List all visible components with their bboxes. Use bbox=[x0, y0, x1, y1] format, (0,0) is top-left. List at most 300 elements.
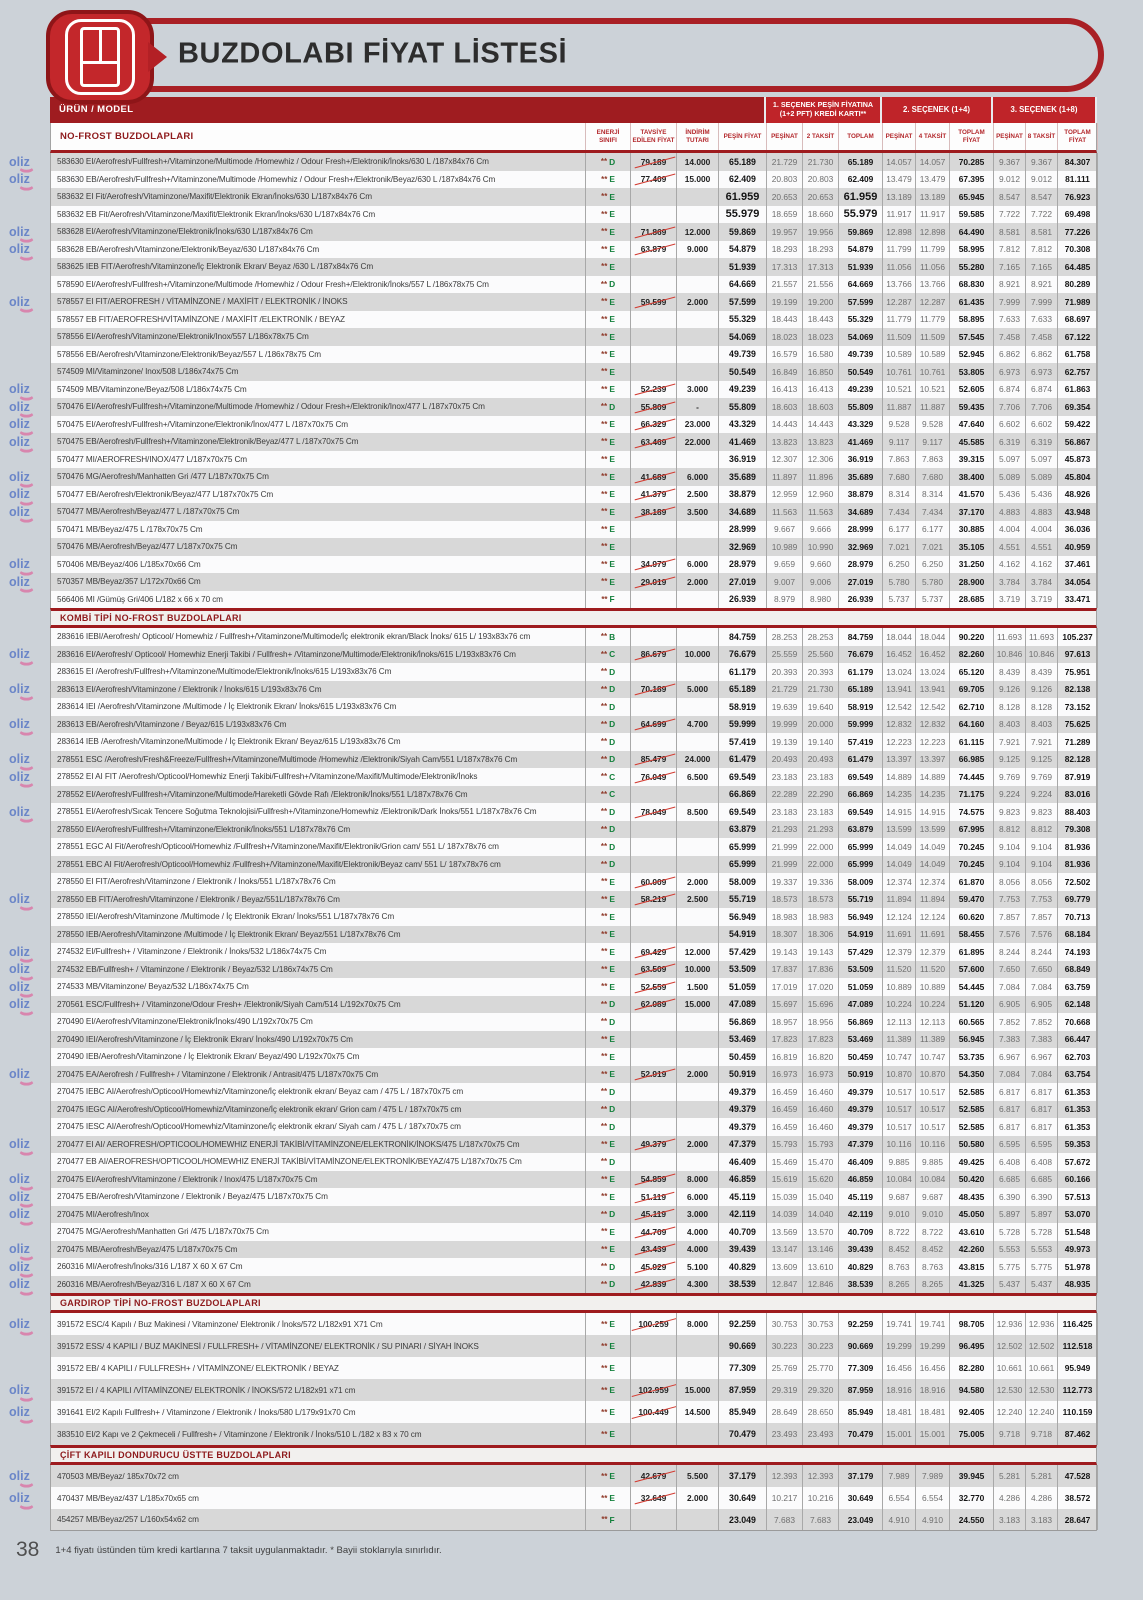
price-cell: 63.879 bbox=[839, 821, 883, 839]
recommended-price-cell bbox=[631, 628, 677, 646]
product-name: 270475 EB/Aerofresh/Vitaminzone / Elektronik / Beyaz/475 L/187x70x75 Cm bbox=[51, 1188, 586, 1206]
energy-class-cell bbox=[586, 416, 631, 434]
oliz-logo: oliz bbox=[9, 752, 30, 766]
price-cell: 9.117 bbox=[916, 433, 950, 451]
price-cell: 7.084 bbox=[994, 1066, 1026, 1084]
energy-letter: E bbox=[609, 1385, 615, 1395]
price-cell: 28.900 bbox=[950, 573, 994, 591]
table-row bbox=[9, 978, 1097, 996]
price-cell: 14.039 bbox=[767, 1206, 803, 1224]
price-cell: 23.183 bbox=[767, 768, 803, 786]
discount-amount-cell: 12.000 bbox=[677, 223, 719, 241]
price-cell: 9.126 bbox=[1026, 681, 1058, 699]
price-cell: 18.659 bbox=[767, 206, 803, 224]
discount-amount-cell bbox=[677, 363, 719, 381]
discount-amount-cell: 2.000 bbox=[677, 1066, 719, 1084]
table-row bbox=[9, 646, 1097, 664]
table-row bbox=[9, 1188, 1097, 1206]
price-cell: 53.509 bbox=[839, 961, 883, 979]
recommended-price-cell bbox=[631, 926, 677, 944]
energy-letter: E bbox=[609, 524, 615, 535]
price-cell: 7.458 bbox=[1026, 328, 1058, 346]
price-cell: 26.939 bbox=[839, 591, 883, 609]
price-cell: 8.403 bbox=[994, 716, 1026, 734]
energy-class-cell bbox=[586, 1171, 631, 1189]
energy-class-cell bbox=[586, 591, 631, 609]
table-row bbox=[50, 908, 1097, 926]
product-name: 570471 MB/Beyaz/475 L /178x70x75 Cm bbox=[51, 521, 586, 539]
price-cell: 49.379 bbox=[839, 1101, 883, 1119]
price-cell: 90.220 bbox=[950, 628, 994, 646]
cash-price-cell: 51.059 bbox=[719, 978, 767, 996]
energy-stars: ** bbox=[601, 1319, 608, 1329]
price-cell: 18.443 bbox=[767, 311, 803, 329]
oliz-logo: oliz bbox=[9, 1137, 30, 1151]
price-cell: 81.936 bbox=[1058, 856, 1098, 874]
energy-letter: D bbox=[609, 156, 616, 167]
price-cell: 70.245 bbox=[950, 856, 994, 874]
price-cell: 17.019 bbox=[767, 978, 803, 996]
struck-price: 58.219 bbox=[640, 894, 667, 905]
cash-price-cell: 49.239 bbox=[719, 381, 767, 399]
price-cell: 64.490 bbox=[950, 223, 994, 241]
energy-stars: ** bbox=[600, 667, 608, 677]
price-cell: 61.479 bbox=[839, 751, 883, 769]
energy-letter: E bbox=[609, 946, 615, 957]
price-cell: 64.160 bbox=[950, 716, 994, 734]
recommended-price-cell bbox=[631, 1066, 677, 1084]
cash-price-cell: 70.479 bbox=[719, 1423, 767, 1445]
price-cell: 50.580 bbox=[950, 1136, 994, 1154]
price-cell: 16.579 bbox=[767, 346, 803, 364]
price-cell: 3.719 bbox=[994, 591, 1026, 609]
energy-stars: ** bbox=[600, 1087, 608, 1097]
cash-price-cell: 42.119 bbox=[719, 1206, 767, 1224]
discount-amount-cell bbox=[677, 856, 719, 874]
discount-amount-cell: 8.000 bbox=[677, 1313, 719, 1335]
price-cell: 19.200 bbox=[803, 293, 839, 311]
energy-class-cell bbox=[586, 556, 631, 574]
price-cell: 19.299 bbox=[916, 1335, 950, 1357]
price-cell: 70.479 bbox=[839, 1423, 883, 1445]
energy-stars: ** bbox=[601, 894, 608, 904]
energy-class-cell bbox=[586, 1465, 631, 1487]
cash-price-cell: 62.409 bbox=[719, 171, 767, 189]
price-cell: 10.521 bbox=[916, 381, 950, 399]
price-cell: 12.959 bbox=[767, 486, 803, 504]
cash-price-cell: 57.429 bbox=[719, 943, 767, 961]
price-cell: 38.539 bbox=[839, 1276, 883, 1294]
recommended-price-cell bbox=[631, 1083, 677, 1101]
price-cell: 6.319 bbox=[994, 433, 1026, 451]
price-cell: 16.452 bbox=[883, 646, 916, 664]
energy-letter: E bbox=[609, 454, 615, 465]
table-row bbox=[9, 398, 1097, 416]
price-cell: 8.581 bbox=[994, 223, 1026, 241]
price-cell: 70.668 bbox=[1058, 1013, 1098, 1031]
price-cell: 50.459 bbox=[839, 1048, 883, 1066]
discount-amount-cell bbox=[677, 1101, 719, 1119]
cash-price-cell: 28.979 bbox=[719, 556, 767, 574]
energy-class-cell bbox=[586, 1335, 631, 1357]
cash-price-cell: 61.479 bbox=[719, 751, 767, 769]
energy-class-cell bbox=[586, 311, 631, 329]
price-cell: 3.719 bbox=[1026, 591, 1058, 609]
cash-price-cell: 55.719 bbox=[719, 891, 767, 909]
price-cell: 33.471 bbox=[1058, 591, 1098, 609]
price-cell: 10.589 bbox=[883, 346, 916, 364]
energy-class-cell bbox=[586, 821, 631, 839]
price-cell: 13.397 bbox=[883, 751, 916, 769]
price-cell: 3.183 bbox=[1026, 1509, 1058, 1530]
price-cell: 30.649 bbox=[839, 1487, 883, 1509]
price-cell: 13.599 bbox=[916, 821, 950, 839]
energy-class-cell bbox=[586, 1401, 631, 1423]
column-header: TAVSİYE EDİLEN FİYAT bbox=[631, 123, 677, 150]
price-cell: 6.817 bbox=[1026, 1118, 1058, 1136]
price-cell: 9.010 bbox=[916, 1206, 950, 1224]
oliz-logo: oliz bbox=[9, 1490, 30, 1505]
recommended-price-cell bbox=[631, 978, 677, 996]
price-cell: 9.885 bbox=[883, 1153, 916, 1171]
price-cell: 13.189 bbox=[883, 188, 916, 206]
discount-amount-cell: 6.500 bbox=[677, 768, 719, 786]
price-cell: 54.069 bbox=[839, 328, 883, 346]
cash-price-cell: 38.879 bbox=[719, 486, 767, 504]
energy-class-cell bbox=[586, 293, 631, 311]
price-cell: 60.166 bbox=[1058, 1171, 1098, 1189]
price-cell: 58.895 bbox=[950, 311, 994, 329]
table-row bbox=[50, 698, 1097, 716]
energy-class-cell bbox=[586, 1118, 631, 1136]
product-name: 278550 EI/Aerofresh/Fullfresh+/Vitaminzone/Elektronik/İnoks/551 L/187x78x76 Cm bbox=[51, 821, 586, 839]
price-cell: 10.517 bbox=[883, 1118, 916, 1136]
price-cell: 35.689 bbox=[839, 468, 883, 486]
price-cell: 64.485 bbox=[1058, 258, 1098, 276]
price-cell: 9.823 bbox=[994, 803, 1026, 821]
recommended-price-cell bbox=[631, 891, 677, 909]
energy-letter: E bbox=[609, 1319, 615, 1329]
column-group-urun-model: ÜRÜN / MODEL bbox=[50, 97, 766, 123]
energy-letter: E bbox=[609, 436, 615, 447]
oliz-logo: oliz bbox=[9, 242, 30, 256]
price-cell: 15.001 bbox=[883, 1423, 916, 1445]
discount-amount-cell bbox=[677, 206, 719, 224]
price-cell: 10.116 bbox=[916, 1136, 950, 1154]
cash-price-cell: 56.869 bbox=[719, 1013, 767, 1031]
price-cell: 51.939 bbox=[839, 258, 883, 276]
price-cell: 67.122 bbox=[1058, 328, 1098, 346]
energy-stars: ** bbox=[600, 279, 608, 289]
price-cell: 62.757 bbox=[1058, 363, 1098, 381]
energy-class-cell bbox=[586, 873, 631, 891]
price-cell: 10.517 bbox=[916, 1118, 950, 1136]
price-cell: 5.728 bbox=[994, 1223, 1026, 1241]
oliz-logo: oliz bbox=[9, 224, 30, 239]
price-cell: 28.253 bbox=[767, 628, 803, 646]
energy-letter: E bbox=[609, 541, 615, 552]
energy-class-cell bbox=[586, 503, 631, 521]
energy-class-cell bbox=[586, 1241, 631, 1259]
struck-price: 85.479 bbox=[640, 754, 667, 765]
energy-class-cell bbox=[586, 943, 631, 961]
price-cell: 4.883 bbox=[1026, 503, 1058, 521]
price-cell: 70.245 bbox=[950, 838, 994, 856]
price-cell: 14.235 bbox=[883, 786, 916, 804]
energy-letter: E bbox=[609, 366, 615, 377]
price-cell: 20.653 bbox=[767, 188, 803, 206]
energy-letter: E bbox=[609, 489, 615, 500]
table-row bbox=[9, 433, 1097, 451]
price-cell: 21.730 bbox=[803, 153, 839, 171]
energy-class-cell bbox=[586, 206, 631, 224]
recommended-price-cell bbox=[631, 1401, 677, 1423]
price-cell: 9.012 bbox=[994, 171, 1026, 189]
price-cell: 12.287 bbox=[916, 293, 950, 311]
price-cell: 14.057 bbox=[883, 153, 916, 171]
price-cell: 12.379 bbox=[883, 943, 916, 961]
discount-amount-cell bbox=[677, 698, 719, 716]
recommended-price-cell bbox=[631, 698, 677, 716]
table-row bbox=[50, 1013, 1097, 1031]
energy-class-cell bbox=[586, 258, 631, 276]
price-cell: 65.945 bbox=[950, 188, 994, 206]
energy-stars: ** bbox=[601, 174, 608, 184]
energy-class-cell bbox=[586, 1423, 631, 1445]
price-cell: 13.766 bbox=[883, 276, 916, 294]
price-cell: 16.459 bbox=[767, 1118, 803, 1136]
price-cell: 54.350 bbox=[950, 1066, 994, 1084]
price-cell: 8.921 bbox=[1026, 276, 1058, 294]
recommended-price-cell bbox=[631, 381, 677, 399]
price-cell: 14.057 bbox=[916, 153, 950, 171]
price-cell: 9.104 bbox=[994, 856, 1026, 874]
table-row bbox=[50, 258, 1097, 276]
price-cell: 7.683 bbox=[803, 1509, 839, 1530]
discount-amount-cell: 9.000 bbox=[677, 241, 719, 259]
price-cell: 9.659 bbox=[767, 556, 803, 574]
energy-stars: ** bbox=[601, 1174, 608, 1184]
cash-price-cell: 45.119 bbox=[719, 1188, 767, 1206]
page-number: 38 bbox=[16, 1538, 40, 1561]
price-cell: 8.547 bbox=[994, 188, 1026, 206]
discount-amount-cell: 6.000 bbox=[677, 556, 719, 574]
price-cell: 40.829 bbox=[839, 1258, 883, 1276]
product-name: 583630 EI/Aerofresh/Fullfresh+/Vitaminzone/Multimode /Homewhiz / Odour Fresh+/Elektronik/İnoks/630 L /187x84x76 Cm bbox=[51, 153, 586, 171]
price-cell: 19.336 bbox=[803, 873, 839, 891]
table-row bbox=[9, 153, 1097, 171]
product-name: 570357 MB/Beyaz/357 L/172x70x66 Cm bbox=[51, 573, 586, 591]
energy-stars: ** bbox=[601, 912, 608, 922]
recommended-price-cell bbox=[631, 363, 677, 381]
price-cell: 9.104 bbox=[994, 838, 1026, 856]
price-cell: 10.661 bbox=[1026, 1357, 1058, 1379]
product-name: 270477 EB AI/AEROFRESH/OPTICOOL/HOMEWHIZ ENERJİ TAKİBİ/VİTAMİNZONE/ELEKTRONİK/BEYAZ/475 L/187x70x75 Cm bbox=[51, 1153, 586, 1171]
price-cell: 43.815 bbox=[950, 1258, 994, 1276]
price-cell: 48.435 bbox=[950, 1188, 994, 1206]
energy-letter: C bbox=[609, 771, 616, 782]
oliz-logo: oliz bbox=[9, 1207, 30, 1221]
discount-amount-cell bbox=[677, 1118, 719, 1136]
energy-stars: ** bbox=[601, 1341, 608, 1351]
energy-letter: E bbox=[609, 1051, 615, 1062]
price-cell: 16.820 bbox=[803, 1048, 839, 1066]
section-title: NO-FROST BUZDOLAPLARI bbox=[51, 123, 586, 150]
price-cell: 79.308 bbox=[1058, 821, 1098, 839]
price-cell: 7.165 bbox=[994, 258, 1026, 276]
price-cell: 112.773 bbox=[1058, 1379, 1098, 1401]
price-cell: 4.162 bbox=[1026, 556, 1058, 574]
price-cell: 12.223 bbox=[883, 733, 916, 751]
price-cell: 14.915 bbox=[916, 803, 950, 821]
price-cell: 7.857 bbox=[1026, 908, 1058, 926]
price-cell: 6.817 bbox=[994, 1083, 1026, 1101]
product-name: 270475 IEGC AI/Aerofresh/Opticool/Homewhiz/Vitaminzone/İç elektronik ekran/ Grion cam / 475 L / 187x70x75 cm bbox=[51, 1101, 586, 1119]
price-cell: 8.763 bbox=[916, 1258, 950, 1276]
price-cell: 55.280 bbox=[950, 258, 994, 276]
energy-letter: E bbox=[609, 261, 615, 272]
discount-amount-cell bbox=[677, 521, 719, 539]
energy-letter: E bbox=[609, 296, 615, 307]
table-row bbox=[9, 293, 1097, 311]
price-cell: 11.887 bbox=[883, 398, 916, 416]
price-cell: 48.935 bbox=[1058, 1276, 1098, 1294]
price-cell: 15.697 bbox=[767, 996, 803, 1014]
energy-stars: ** bbox=[601, 1034, 608, 1044]
table-row bbox=[9, 751, 1097, 769]
product-name: 470503 MB/Beyaz/ 185x70x72 cm bbox=[51, 1465, 586, 1487]
oliz-logo: oliz bbox=[9, 1277, 30, 1291]
price-cell: 8.439 bbox=[994, 663, 1026, 681]
discount-amount-cell: 6.000 bbox=[677, 1188, 719, 1206]
recommended-price-cell bbox=[631, 838, 677, 856]
oliz-logo: oliz bbox=[9, 1259, 30, 1274]
price-cell: 7.084 bbox=[1026, 978, 1058, 996]
price-cell: 42.119 bbox=[839, 1206, 883, 1224]
price-cell: 7.921 bbox=[994, 733, 1026, 751]
oliz-logo: oliz bbox=[9, 997, 30, 1011]
price-cell: 6.874 bbox=[994, 381, 1026, 399]
cash-price-cell: 49.379 bbox=[719, 1083, 767, 1101]
product-name: 270475 IESC AI/Aerofresh/Opticool/Homewhiz/Vitaminzone/İç elektronik ekran/ Siyah cam / 475 L / 187x70x75 cm bbox=[51, 1118, 586, 1136]
energy-class-cell bbox=[586, 1206, 631, 1224]
energy-stars: ** bbox=[601, 489, 608, 499]
price-cell: 16.460 bbox=[803, 1118, 839, 1136]
price-cell: 11.563 bbox=[803, 503, 839, 521]
table-row bbox=[50, 538, 1097, 556]
price-cell: 6.862 bbox=[1026, 346, 1058, 364]
price-cell: 6.817 bbox=[1026, 1083, 1058, 1101]
price-cell: 8.403 bbox=[1026, 716, 1058, 734]
price-cell: 5.728 bbox=[1026, 1223, 1058, 1241]
price-cell: 18.603 bbox=[803, 398, 839, 416]
recommended-price-cell bbox=[631, 346, 677, 364]
price-cell: 35.105 bbox=[950, 538, 994, 556]
page-title: BUZDOLABI FİYAT LİSTESİ bbox=[178, 37, 568, 70]
price-cell: 17.836 bbox=[803, 961, 839, 979]
price-cell: 8.452 bbox=[883, 1241, 916, 1259]
price-cell: 12.502 bbox=[994, 1335, 1026, 1357]
price-cell: 38.879 bbox=[839, 486, 883, 504]
price-cell: 82.260 bbox=[950, 646, 994, 664]
table-row bbox=[50, 451, 1097, 469]
price-cell: 67.395 bbox=[950, 171, 994, 189]
struck-price: 63.879 bbox=[640, 244, 667, 255]
price-cell: 54.445 bbox=[950, 978, 994, 996]
price-cell: 49.379 bbox=[839, 1118, 883, 1136]
price-cell: 8.547 bbox=[1026, 188, 1058, 206]
price-cell: 19.143 bbox=[767, 943, 803, 961]
discount-amount-cell bbox=[677, 1423, 719, 1445]
price-cell: 7.434 bbox=[883, 503, 916, 521]
price-cell: 49.739 bbox=[839, 346, 883, 364]
energy-stars: ** bbox=[601, 1471, 608, 1481]
cash-price-cell: 51.939 bbox=[719, 258, 767, 276]
price-cell: 11.509 bbox=[883, 328, 916, 346]
price-cell: 16.456 bbox=[883, 1357, 916, 1379]
struck-price: 49.379 bbox=[640, 1139, 667, 1150]
price-cell: 37.170 bbox=[950, 503, 994, 521]
price-cell: 70.285 bbox=[950, 153, 994, 171]
price-cell: 59.470 bbox=[950, 891, 994, 909]
oliz-logo: oliz bbox=[9, 294, 30, 309]
energy-class-cell bbox=[586, 751, 631, 769]
table-row bbox=[50, 311, 1097, 329]
discount-amount-cell: 3.000 bbox=[677, 1206, 719, 1224]
price-cell: 3.183 bbox=[994, 1509, 1026, 1530]
price-cell: 61.435 bbox=[950, 293, 994, 311]
product-name: 583625 IEB FIT/Aerofresh/Vitaminzone/İç Elektronik Ekran/ Beyaz /630 L /187x84x76 Cm bbox=[51, 258, 586, 276]
price-cell: 5.436 bbox=[1026, 486, 1058, 504]
price-cell: 8.244 bbox=[994, 943, 1026, 961]
price-cell: 63.754 bbox=[1058, 1066, 1098, 1084]
price-cell: 7.576 bbox=[994, 926, 1026, 944]
price-cell: 92.405 bbox=[950, 1401, 994, 1423]
price-cell: 17.313 bbox=[803, 258, 839, 276]
recommended-price-cell bbox=[631, 188, 677, 206]
price-cell: 29.320 bbox=[803, 1379, 839, 1401]
price-cell: 59.353 bbox=[1058, 1136, 1098, 1154]
column-header: ENERJİ SINIFI bbox=[586, 123, 631, 150]
price-cell: 37.461 bbox=[1058, 556, 1098, 574]
energy-letter: E bbox=[609, 331, 615, 342]
column-header: PEŞİNAT bbox=[883, 123, 916, 150]
price-cell: 9.885 bbox=[916, 1153, 950, 1171]
energy-class-cell bbox=[586, 1509, 631, 1530]
energy-stars: ** bbox=[600, 1279, 608, 1289]
price-cell: 6.817 bbox=[994, 1118, 1026, 1136]
energy-stars: ** bbox=[601, 982, 608, 992]
banner-arrow-icon bbox=[148, 42, 167, 72]
price-cell: 9.125 bbox=[1026, 751, 1058, 769]
energy-letter: E bbox=[609, 911, 615, 922]
energy-stars: ** bbox=[600, 402, 608, 412]
discount-amount-cell: 4.300 bbox=[677, 1276, 719, 1294]
price-cell: 12.898 bbox=[883, 223, 916, 241]
price-cell: 10.521 bbox=[883, 381, 916, 399]
discount-amount-cell bbox=[677, 786, 719, 804]
price-cell: 7.680 bbox=[883, 468, 916, 486]
column-header: 2 TAKSİT bbox=[803, 123, 839, 150]
price-cell: 28.253 bbox=[803, 628, 839, 646]
price-cell: 13.609 bbox=[767, 1258, 803, 1276]
energy-class-cell bbox=[586, 153, 631, 171]
price-cell: 7.706 bbox=[1026, 398, 1058, 416]
price-cell: 25.559 bbox=[767, 646, 803, 664]
struck-price: 41.689 bbox=[640, 471, 667, 482]
price-cell: 30.885 bbox=[950, 521, 994, 539]
price-cell: 56.869 bbox=[839, 1013, 883, 1031]
